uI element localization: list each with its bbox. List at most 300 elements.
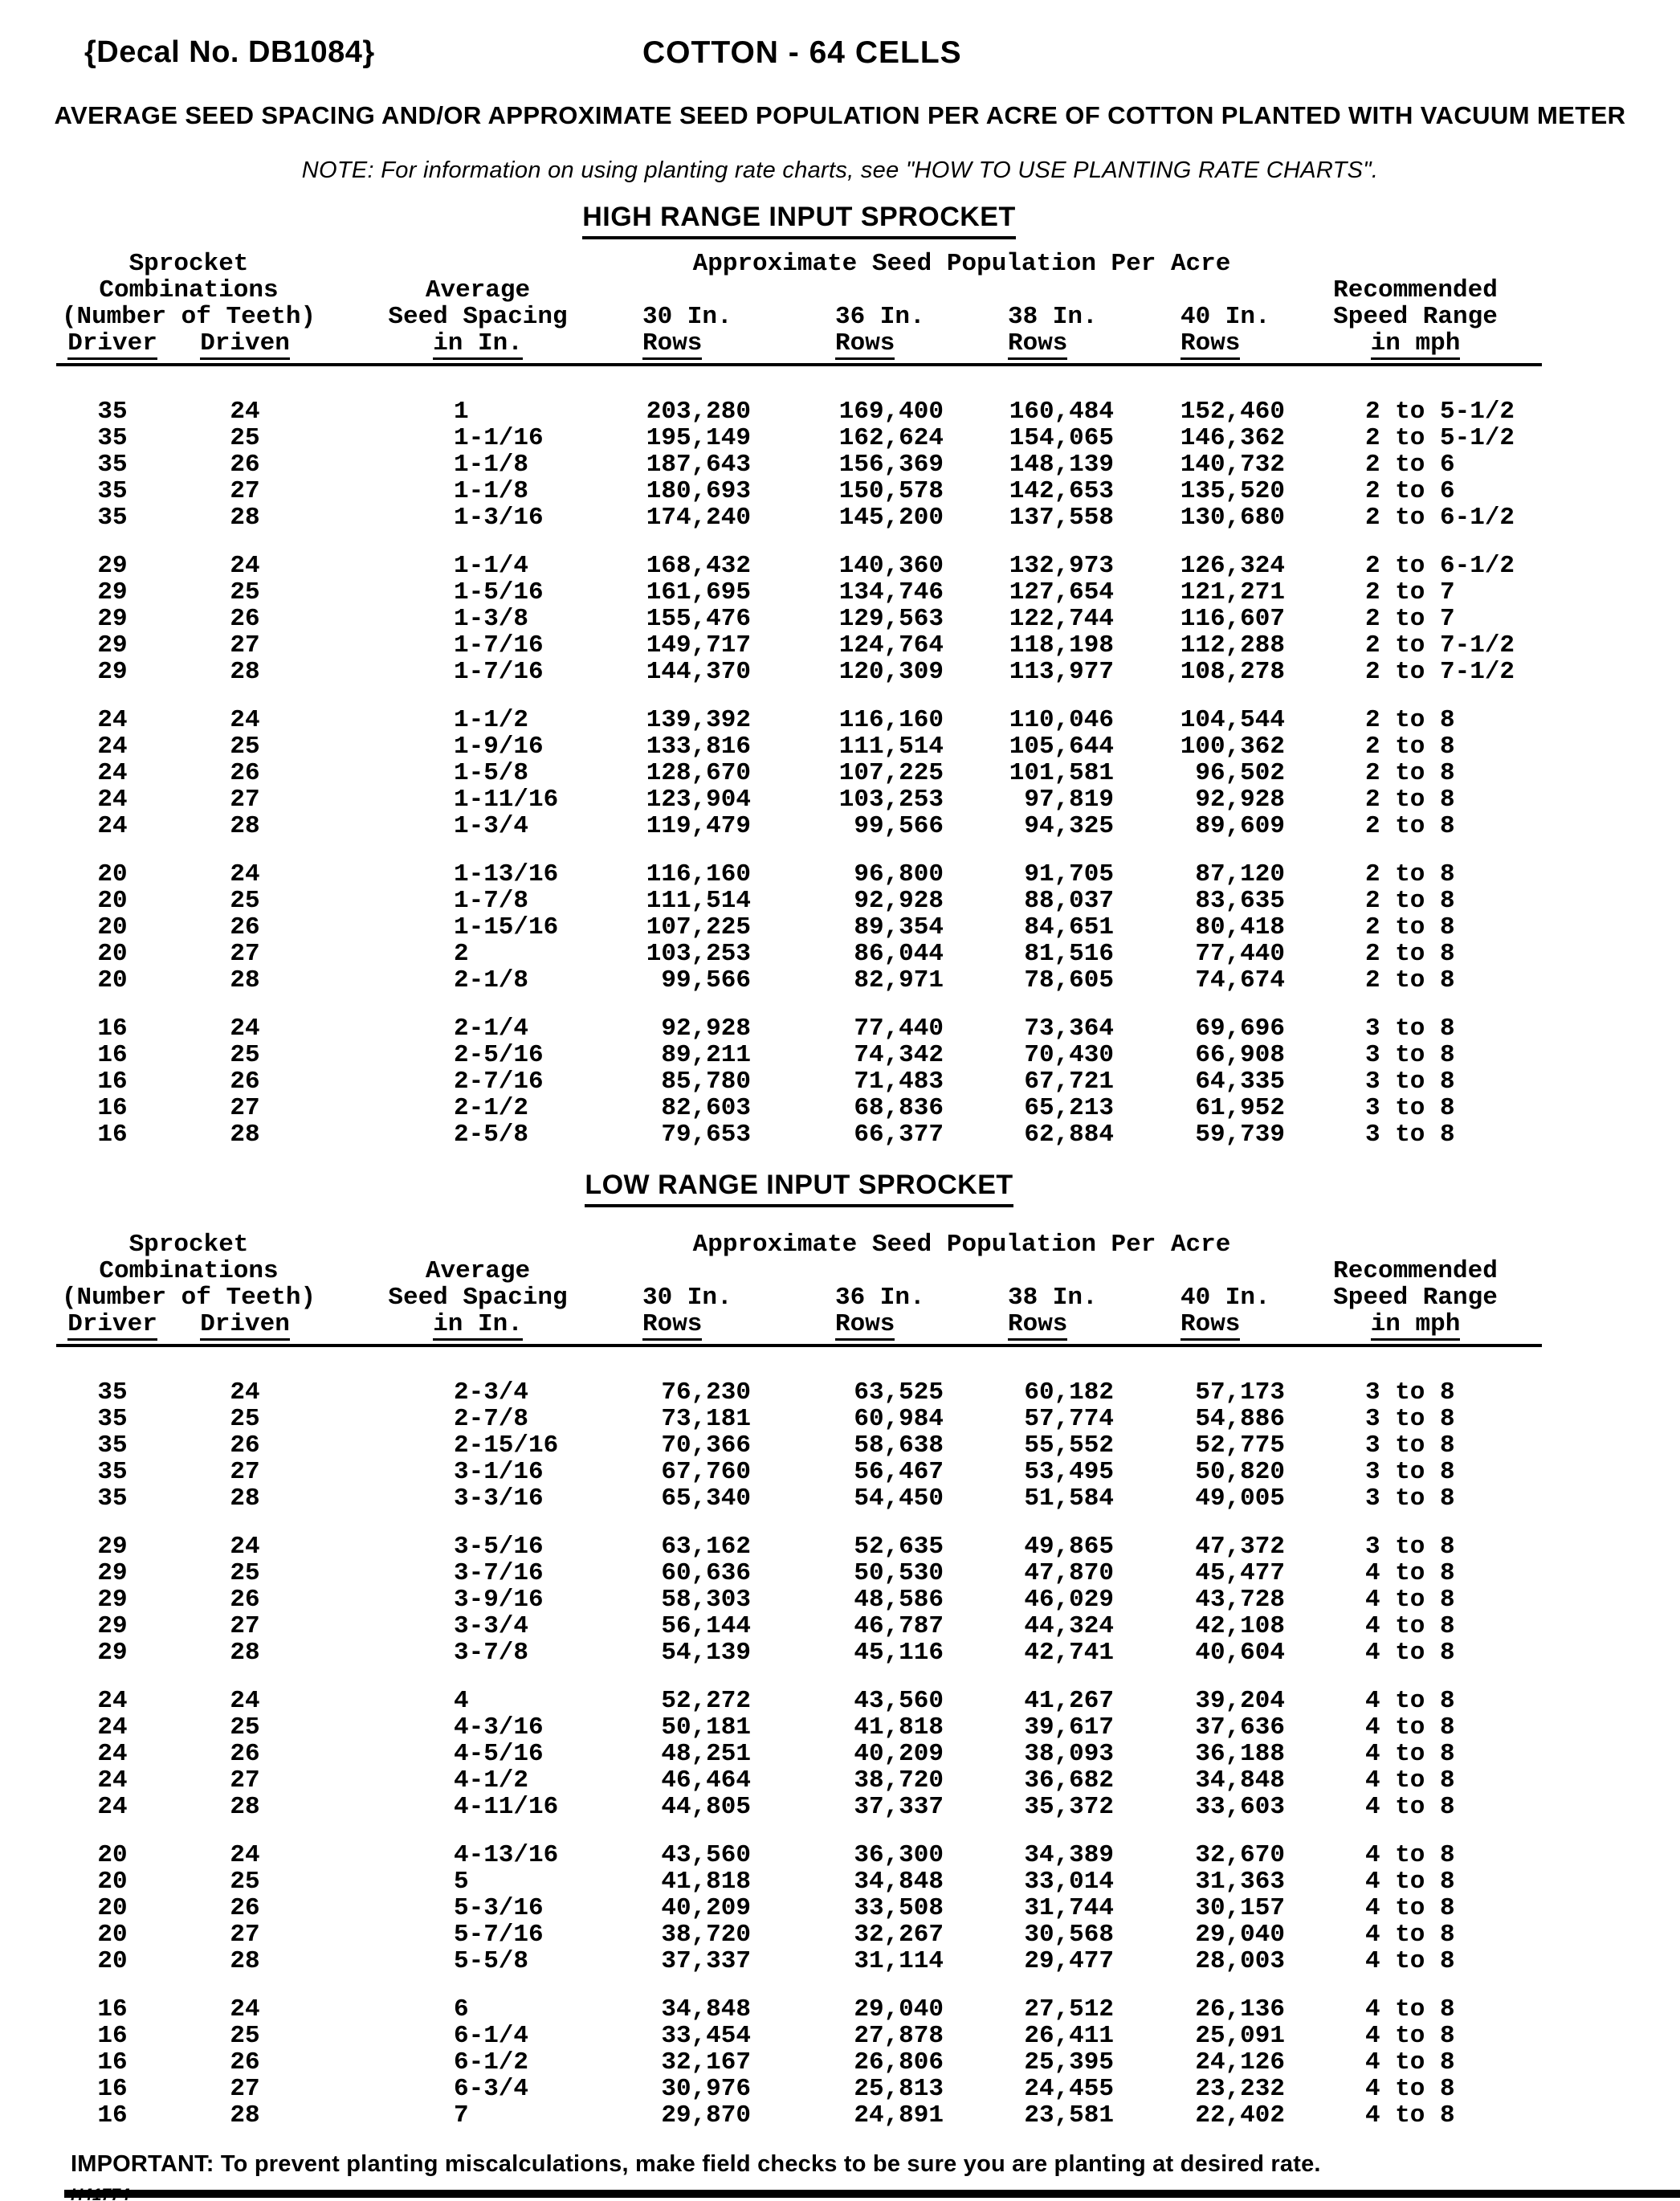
cell-seed-spacing: 4-13/16 [454,1841,559,1869]
cell-pop-36in: 37,337 [854,1793,944,1821]
cell-pop-30in: 89,211 [661,1041,751,1069]
cell-speed-range: 4 to 8 [1365,1868,1455,1896]
low-range-table-body [56,1347,1542,2129]
table-row [56,760,1542,786]
cell-pop-30in: 119,479 [646,812,751,840]
column-header-30in-text: 30 In. [642,303,732,331]
table-row [56,1095,1542,1121]
cell-pop-36in: 50,530 [854,1559,944,1587]
table-row [56,1485,1542,1512]
column-header-40in-text: 40 In. [1180,1284,1270,1312]
table-row [56,1379,1542,1406]
table-row [56,707,1542,733]
cell-pop-36in: 32,267 [854,1921,944,1949]
cell-driver: 16 [97,2075,128,2103]
column-header-rows-36 [759,1311,948,1337]
cell-driven: 26 [230,605,260,633]
cell-driver: 20 [97,1921,128,1949]
table-row [56,425,1542,451]
cell-driven: 26 [230,759,260,787]
cell-driven: 28 [230,966,260,994]
table-row [56,1068,1542,1095]
cell-pop-30in: 180,693 [646,477,751,505]
cell-driver: 16 [97,1068,128,1096]
cell-pop-40in: 96,502 [1195,759,1285,787]
cell-pop-30in: 44,805 [661,1793,751,1821]
cell-seed-spacing: 3-3/16 [454,1484,544,1513]
cell-pop-30in: 76,230 [661,1378,751,1407]
sprocket-group [56,1996,1542,2129]
cell-driven: 24 [230,1687,260,1715]
cell-seed-spacing: 1-9/16 [454,733,544,761]
cell-pop-38in: 60,182 [1024,1378,1114,1407]
cell-driven: 25 [230,578,260,606]
cell-driven: 26 [230,1894,260,1922]
cell-pop-36in: 162,624 [838,424,944,452]
cell-driven: 27 [230,786,260,814]
cell-pop-40in: 61,952 [1195,1094,1285,1122]
cell-driver: 35 [97,451,128,479]
cell-pop-36in: 129,563 [838,605,944,633]
cell-seed-spacing: 7 [454,2101,469,2130]
high-range-heading-text: HIGH RANGE INPUT SPROCKET [582,202,1016,239]
cell-speed-range: 2 to 7 [1365,578,1455,606]
cell-driver: 20 [97,1894,128,1922]
cell-pop-38in: 26,411 [1024,2022,1114,2050]
cell-driver: 20 [97,1868,128,1896]
cell-driven: 26 [230,1586,260,1614]
cell-speed-range: 3 to 8 [1365,1041,1455,1069]
cell-pop-38in: 31,744 [1024,1894,1114,1922]
cell-pop-38in: 70,430 [1024,1041,1114,1069]
cell-seed-spacing: 2-15/16 [454,1431,559,1460]
cell-pop-38in: 142,653 [1009,477,1114,505]
cell-pop-38in: 132,973 [1009,552,1114,580]
cell-pop-40in: 25,091 [1195,2022,1285,2050]
cell-pop-30in: 41,818 [661,1868,751,1896]
cell-pop-36in: 77,440 [854,1015,944,1043]
cell-speed-range: 4 to 8 [1365,1841,1455,1869]
cell-pop-40in: 24,126 [1195,2048,1285,2076]
cell-speed-range: 4 to 8 [1365,1793,1455,1821]
cell-pop-40in: 43,728 [1195,1586,1285,1614]
cell-driver: 20 [97,913,128,941]
cell-seed-spacing: 2-5/16 [454,1041,544,1069]
cell-speed-range: 2 to 8 [1365,860,1455,888]
cell-seed-spacing: 1-5/8 [454,759,529,787]
cell-driver: 16 [97,2022,128,2050]
cell-pop-38in: 42,741 [1024,1639,1114,1667]
cell-driver: 29 [97,631,128,659]
cell-pop-40in: 146,362 [1180,424,1285,452]
cell-speed-range: 4 to 8 [1365,1894,1455,1922]
cell-pop-38in: 67,721 [1024,1068,1114,1096]
column-header-rows-38-text [1008,1311,1108,1341]
cell-driven: 26 [230,913,260,941]
cell-pop-40in: 26,136 [1195,1995,1285,2023]
cell-pop-30in: 82,603 [661,1094,751,1122]
cell-pop-38in: 81,516 [1024,940,1114,968]
cell-driven: 26 [230,1431,260,1460]
cell-speed-range: 4 to 8 [1365,1559,1455,1587]
cell-pop-40in: 50,820 [1195,1458,1285,1486]
column-header-36in [759,1284,948,1311]
column-header-recommended: Recommended [1333,1257,1498,1285]
cell-driven: 24 [230,1533,260,1561]
cell-pop-40in: 36,188 [1195,1740,1285,1768]
column-header-teeth: (Number of Teeth) [61,303,316,331]
cell-speed-range: 2 to 6-1/2 [1365,552,1515,580]
cell-speed-range: 3 to 8 [1365,1484,1455,1513]
sprocket-group [56,1379,1542,1512]
cell-speed-range: 2 to 6-1/2 [1365,504,1515,532]
cell-pop-30in: 40,209 [661,1894,751,1922]
cell-driver: 29 [97,1586,128,1614]
cell-driven: 25 [230,1868,260,1896]
table-row [56,1533,1542,1560]
cell-pop-40in: 30,157 [1195,1894,1285,1922]
cell-driver: 35 [97,1378,128,1407]
cell-pop-40in: 87,120 [1195,860,1285,888]
cell-pop-36in: 74,342 [854,1041,944,1069]
table-row [56,1613,1542,1640]
cell-driven: 28 [230,504,260,532]
cell-pop-38in: 27,512 [1024,1995,1114,2023]
cell-seed-spacing: 3-5/16 [454,1533,544,1561]
cell-speed-range: 3 to 8 [1365,1378,1455,1407]
table-row [56,1042,1542,1068]
cell-pop-40in: 33,603 [1195,1793,1285,1821]
cell-driver: 16 [97,1995,128,2023]
cell-pop-36in: 29,040 [854,1995,944,2023]
cell-seed-spacing: 1-1/2 [454,706,529,734]
column-header-30in-text: 30 In. [642,1284,732,1312]
cell-driver: 24 [97,786,128,814]
cell-pop-30in: 92,928 [661,1015,751,1043]
cell-pop-36in: 60,984 [854,1405,944,1433]
column-header-average: Average [425,1257,531,1285]
cell-speed-range: 2 to 8 [1365,706,1455,734]
cell-speed-range: 4 to 8 [1365,2075,1455,2103]
table-row [56,914,1542,941]
table-row [56,398,1542,425]
cell-seed-spacing: 2-5/8 [454,1121,529,1149]
cell-pop-38in: 57,774 [1024,1405,1114,1433]
cell-driver: 35 [97,398,128,426]
cell-pop-30in: 65,340 [661,1484,751,1513]
cell-pop-30in: 195,149 [646,424,751,452]
cell-seed-spacing: 4-11/16 [454,1793,559,1821]
cell-pop-30in: 50,181 [661,1713,751,1742]
cell-speed-range: 3 to 8 [1365,1015,1455,1043]
column-header-driver [56,330,169,357]
cell-pop-38in: 55,552 [1024,1431,1114,1460]
top-header [0,35,1680,72]
cell-driven: 25 [230,1713,260,1742]
cell-speed-range: 3 to 8 [1365,1405,1455,1433]
cell-pop-38in: 110,046 [1009,706,1114,734]
cell-seed-spacing: 3-7/16 [454,1559,544,1587]
cell-seed-spacing: 6 [454,1995,469,2023]
cell-seed-spacing: 3-7/8 [454,1639,529,1667]
cell-pop-38in: 46,029 [1024,1586,1114,1614]
low-range-heading [56,1170,1542,1207]
cell-speed-range: 3 to 8 [1365,1533,1455,1561]
sprocket-group [56,553,1542,685]
cell-pop-36in: 156,369 [838,451,944,479]
usage-note: NOTE: For information on using planting rate charts, see "HOW TO USE PLANTING RATE CHARTS". [301,157,1379,183]
cell-driver: 24 [97,1713,128,1742]
cell-pop-40in: 64,335 [1195,1068,1285,1096]
cell-driven: 25 [230,1405,260,1433]
table-row [56,553,1542,579]
cell-pop-38in: 44,324 [1024,1612,1114,1640]
column-header-speed-range: Speed Range [1333,1284,1498,1312]
column-header-36in-text: 36 In. [835,1284,925,1312]
cell-driver: 24 [97,1740,128,1768]
document-subtitle: AVERAGE SEED SPACING AND/OR APPROXIMATE SEED POPULATION PER ACRE OF COTTON PLANTED WITH VACUUM METER [54,101,1626,129]
cell-pop-30in: 70,366 [661,1431,751,1460]
rows-label: Rows [642,1311,702,1341]
cell-speed-range: 4 to 8 [1365,1740,1455,1768]
cell-driven: 27 [230,940,260,968]
cell-speed-range: 4 to 8 [1365,1639,1455,1667]
table-row [56,504,1542,531]
cell-driven: 28 [230,658,260,686]
cell-pop-38in: 118,198 [1009,631,1114,659]
cell-pop-30in: 85,780 [661,1068,751,1096]
cell-driven: 26 [230,1068,260,1096]
cell-pop-36in: 56,467 [854,1458,944,1486]
cell-pop-40in: 66,908 [1195,1041,1285,1069]
column-header-rows-36-text [835,330,936,360]
cell-pop-36in: 124,764 [838,631,944,659]
table-row [56,1121,1542,1148]
cell-pop-30in: 46,464 [661,1766,751,1795]
cell-seed-spacing: 2-7/8 [454,1405,529,1433]
table-row [56,967,1542,994]
cell-pop-36in: 43,560 [854,1687,944,1715]
cell-speed-range: 4 to 8 [1365,1586,1455,1614]
column-header-rows-40 [1120,1311,1289,1337]
cell-pop-40in: 47,372 [1195,1533,1285,1561]
cell-pop-36in: 66,377 [854,1121,944,1149]
cell-pop-30in: 56,144 [661,1612,751,1640]
cell-driven: 24 [230,1841,260,1869]
cell-pop-30in: 34,848 [661,1995,751,2023]
cell-pop-40in: 32,670 [1195,1841,1285,1869]
cell-pop-40in: 108,278 [1180,658,1285,686]
sprocket-group [56,1533,1542,1666]
cell-pop-30in: 107,225 [646,913,751,941]
cell-driver: 35 [97,1405,128,1433]
cell-pop-40in: 59,739 [1195,1121,1285,1149]
cell-driver: 29 [97,578,128,606]
cell-pop-30in: 168,432 [646,552,751,580]
rows-label: Rows [1008,1311,1067,1341]
column-header-rows-38 [948,330,1120,357]
cell-pop-36in: 68,836 [854,1094,944,1122]
cell-pop-38in: 97,819 [1024,786,1114,814]
column-header-speed-range: Speed Range [1333,303,1498,331]
cell-driven: 27 [230,1766,260,1795]
cell-driven: 25 [230,1559,260,1587]
cell-pop-36in: 41,818 [854,1713,944,1742]
cell-driver: 16 [97,1015,128,1043]
column-header-30in [634,304,759,330]
cell-driven: 26 [230,2048,260,2076]
table-row [56,1688,1542,1714]
column-header-recommended: Recommended [1333,276,1498,304]
cell-seed-spacing: 1-3/4 [454,812,529,840]
rows-label: Rows [1180,1311,1240,1341]
cell-pop-38in: 137,558 [1009,504,1114,532]
cell-pop-36in: 38,720 [854,1766,944,1795]
cell-driven: 25 [230,1041,260,1069]
cell-pop-38in: 154,065 [1009,424,1114,452]
low-range-table-header [56,1231,1542,1347]
cell-pop-38in: 78,605 [1024,966,1114,994]
cell-driver: 29 [97,1533,128,1561]
cell-pop-30in: 155,476 [646,605,751,633]
cell-speed-range: 4 to 8 [1365,1947,1455,1975]
cell-driver: 20 [97,1947,128,1975]
content-area [56,202,1542,2129]
bottom-scan-bar [64,2190,1680,2198]
cell-pop-40in: 52,775 [1195,1431,1285,1460]
table-row [56,478,1542,504]
table-row [56,1895,1542,1921]
column-header-in-mph [1289,330,1542,357]
cell-pop-36in: 54,450 [854,1484,944,1513]
high-range-table-header [56,251,1542,366]
cell-pop-30in: 149,717 [646,631,751,659]
cell-pop-30in: 54,139 [661,1639,751,1667]
cell-pop-40in: 39,204 [1195,1687,1285,1715]
cell-speed-range: 2 to 5-1/2 [1365,398,1515,426]
cell-speed-range: 2 to 7-1/2 [1365,658,1515,686]
table-row [56,1714,1542,1741]
column-header-driver-text: Driver [67,330,157,360]
cell-seed-spacing: 1-7/16 [454,631,544,659]
cell-driver: 35 [97,1484,128,1513]
cell-pop-38in: 113,977 [1009,658,1114,686]
cell-pop-36in: 134,746 [838,578,944,606]
column-header-in-mph-text: in mph [1371,330,1461,360]
cell-pop-30in: 111,514 [646,887,751,915]
cell-speed-range: 4 to 8 [1365,1766,1455,1795]
cell-speed-range: 2 to 8 [1365,940,1455,968]
cell-driver: 20 [97,966,128,994]
cell-seed-spacing: 5-3/16 [454,1894,544,1922]
low-range-heading-text: LOW RANGE INPUT SPROCKET [585,1170,1013,1207]
cell-pop-38in: 36,682 [1024,1766,1114,1795]
cell-speed-range: 4 to 8 [1365,2022,1455,2050]
cell-pop-36in: 82,971 [854,966,944,994]
cell-pop-36in: 99,566 [854,812,944,840]
table-row [56,451,1542,478]
cell-pop-38in: 39,617 [1024,1713,1114,1742]
cell-pop-36in: 103,253 [838,786,944,814]
cell-pop-40in: 49,005 [1195,1484,1285,1513]
cell-pop-36in: 58,638 [854,1431,944,1460]
cell-pop-36in: 96,800 [854,860,944,888]
cell-pop-36in: 34,848 [854,1868,944,1896]
cell-pop-38in: 25,395 [1024,2048,1114,2076]
cell-speed-range: 2 to 8 [1365,966,1455,994]
table-row [56,1459,1542,1485]
cell-driven: 28 [230,812,260,840]
cell-pop-36in: 40,209 [854,1740,944,1768]
rows-label: Rows [835,1311,895,1341]
column-header-rows-30-text [642,1311,743,1341]
cell-pop-40in: 116,607 [1180,605,1285,633]
cell-driver: 16 [97,2048,128,2076]
cell-pop-30in: 128,670 [646,759,751,787]
cell-driven: 27 [230,1612,260,1640]
column-header-average: Average [425,276,531,304]
column-header-rows-38-text [1008,330,1108,360]
cell-pop-30in: 58,303 [661,1586,751,1614]
column-header-driver [56,1311,169,1337]
cell-pop-38in: 41,267 [1024,1687,1114,1715]
cell-driven: 25 [230,424,260,452]
cell-pop-36in: 45,116 [854,1639,944,1667]
cell-pop-38in: 65,213 [1024,1094,1114,1122]
cell-pop-36in: 63,525 [854,1378,944,1407]
column-header-sprocket: Sprocket [128,1231,249,1259]
cell-speed-range: 2 to 8 [1365,786,1455,814]
cell-pop-38in: 47,870 [1024,1559,1114,1587]
cell-seed-spacing: 1-7/16 [454,658,544,686]
cell-seed-spacing: 6-1/2 [454,2048,529,2076]
cell-pop-30in: 133,816 [646,733,751,761]
cell-pop-36in: 24,891 [854,2101,944,2130]
decal-number: {Decal No. DB1084} [84,35,375,69]
cell-pop-36in: 145,200 [838,504,944,532]
cell-pop-36in: 169,400 [838,398,944,426]
cell-pop-30in: 67,760 [661,1458,751,1486]
cell-pop-38in: 49,865 [1024,1533,1114,1561]
cell-seed-spacing: 1-13/16 [454,860,559,888]
cell-seed-spacing: 1-3/8 [454,605,529,633]
cell-pop-40in: 28,003 [1195,1947,1285,1975]
column-header-36in-text: 36 In. [835,303,925,331]
table-row [56,861,1542,888]
cell-seed-spacing: 2 [454,940,469,968]
column-header-population: Approximate Seed Population Per Acre [692,250,1231,278]
cell-pop-38in: 160,484 [1009,398,1114,426]
cell-pop-30in: 63,162 [661,1533,751,1561]
cell-pop-30in: 123,904 [646,786,751,814]
table-row [56,733,1542,760]
cell-pop-40in: 112,288 [1180,631,1285,659]
cell-driven: 28 [230,1639,260,1667]
column-header-in-in-text: in In. [433,1311,523,1341]
cell-driver: 24 [97,1766,128,1795]
table-row [56,1794,1542,1820]
cell-speed-range: 2 to 8 [1365,759,1455,787]
cell-driver: 35 [97,1431,128,1460]
table-row [56,1921,1542,1948]
cell-pop-30in: 38,720 [661,1921,751,1949]
cell-driven: 28 [230,1484,260,1513]
cell-driven: 24 [230,706,260,734]
cell-speed-range: 4 to 8 [1365,1713,1455,1742]
cell-speed-range: 4 to 8 [1365,2048,1455,2076]
cell-seed-spacing: 1-11/16 [454,786,559,814]
cell-driver: 20 [97,1841,128,1869]
